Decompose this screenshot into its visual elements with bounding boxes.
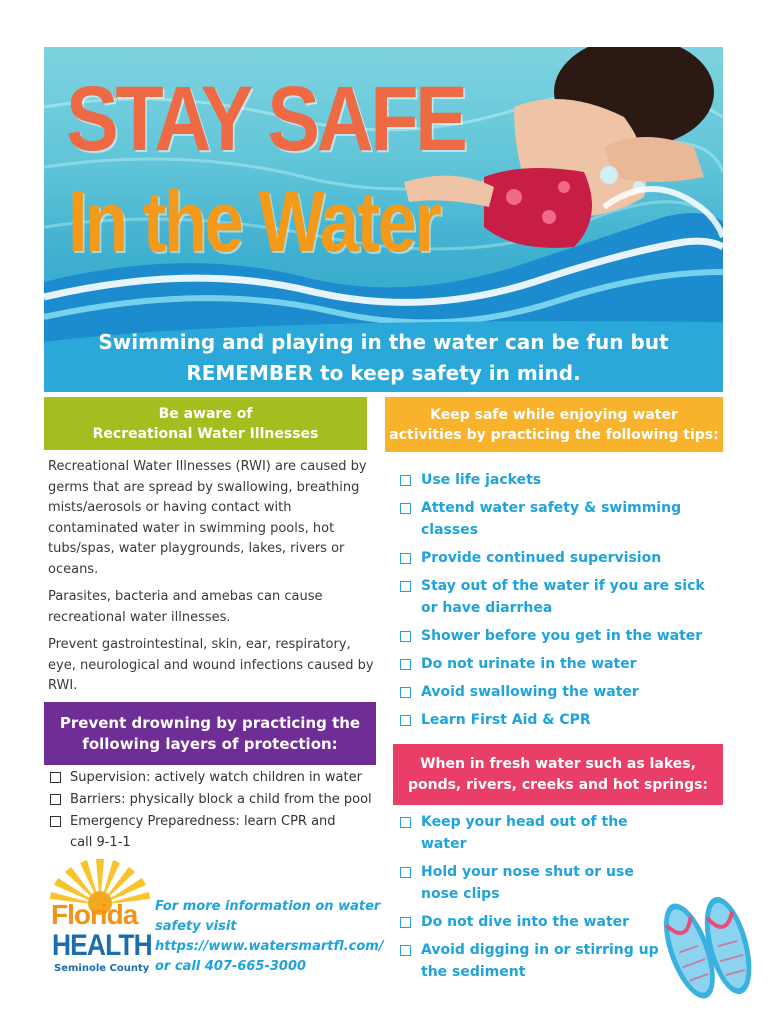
layer-text: Emergency Preparedness: learn CPR and call 9-1-1 (70, 814, 336, 850)
tips-list (400, 469, 723, 737)
tips-header-line-2: activities by practicing the following tips: (389, 426, 719, 443)
logo-health-text: HEALTH (52, 929, 152, 962)
fresh-water-list (400, 811, 675, 989)
rwi-paragraph: Prevent gastrointestinal, skin, ear, respiratory, eye, neurological and wound infections caused by RWI. (48, 637, 374, 693)
checkbox-icon (400, 715, 411, 726)
phone-text: or call 407-665-3000 (155, 959, 307, 974)
layer-list-item (50, 789, 380, 810)
protection-layers-list (50, 767, 380, 854)
drowning-header (44, 702, 376, 765)
fresh-text: Hold your nose shut or use nose clips (421, 864, 634, 902)
fresh-list-item (400, 911, 675, 933)
tip-text: Avoid swallowing the water (421, 684, 639, 700)
checkbox-icon (400, 917, 411, 928)
fresh-list-item (400, 939, 675, 983)
tip-text: Provide continued supervision (421, 550, 662, 566)
hero-title: STAY SAFE (66, 68, 465, 170)
tips-header-line-1: Keep safe while enjoying water (430, 406, 678, 423)
rwi-paragraph: Parasites, bacteria and amebas can cause recreational water illnesses. (48, 589, 323, 625)
tip-text: Do not urinate in the water (421, 656, 637, 672)
tip-text: Stay out of the water if you are sick or have diarrhea (421, 578, 705, 616)
tips-list-item (400, 653, 723, 675)
hero-banner (44, 47, 723, 392)
tips-list-item (400, 709, 723, 731)
checkbox-icon (400, 553, 411, 564)
checkbox-icon (400, 503, 411, 514)
checkbox-icon (50, 772, 61, 783)
tip-text: Learn First Aid & CPR (421, 712, 591, 728)
tagline-line-1: Swimming and playing in the water can be fun but (98, 330, 669, 354)
rwi-body (48, 457, 376, 704)
rwi-header-line-1: Be aware of (158, 405, 253, 422)
checkbox-icon (400, 817, 411, 828)
rwi-header (44, 397, 367, 450)
hero-tagline (44, 327, 723, 389)
tips-list-item (400, 681, 723, 703)
fresh-water-header (393, 744, 723, 805)
tips-list-item (400, 625, 723, 647)
logo-county-text: Seminole County (54, 963, 150, 974)
rwi-paragraph: Recreational Water Illnesses (RWI) are caused by germs that are spread by swallowing, breathing mists/aerosols or having contact with contaminated water in swimming pools, hot tubs/spas, water playgrounds, lakes, rivers or oceans. (48, 459, 367, 577)
checkbox-icon (400, 581, 411, 592)
website-link[interactable]: https://www.watersmartfl.com/ (155, 939, 384, 954)
checkbox-icon (50, 816, 61, 827)
fresh-text: Avoid digging in or stirring up the sediment (421, 942, 659, 980)
tip-text: Attend water safety & swimming classes (421, 500, 682, 538)
tip-text: Use life jackets (421, 472, 542, 488)
tips-list-item (400, 547, 723, 569)
checkbox-icon (50, 794, 61, 805)
flip-flops-icon (660, 885, 760, 1005)
checkbox-icon (400, 659, 411, 670)
layer-list-item (50, 811, 380, 853)
checkbox-icon (400, 867, 411, 878)
rwi-header-line-2: Recreational Water Illnesses (92, 425, 319, 442)
fresh-header-line-2: ponds, rivers, creeks and hot springs: (407, 776, 709, 793)
tips-list-item (400, 575, 723, 619)
drowning-header-line-2: following layers of protection: (82, 734, 338, 753)
checkbox-icon (400, 475, 411, 486)
fresh-list-item (400, 811, 675, 855)
fresh-text: Do not dive into the water (421, 914, 630, 930)
layer-text: Barriers: physically block a child from the pool (70, 792, 372, 807)
tips-list-item (400, 469, 723, 491)
hero-subtitle: In the Water (68, 174, 440, 270)
checkbox-icon (400, 945, 411, 956)
checkbox-icon (400, 687, 411, 698)
tip-text: Shower before you get in the water (421, 628, 703, 644)
tips-list-item (400, 497, 723, 541)
more-info (155, 897, 385, 977)
logo-florida-text: Florida (51, 899, 138, 930)
more-info-text: For more information on water safety visit (155, 899, 381, 934)
layer-text: Supervision: actively watch children in water (70, 770, 362, 785)
checkbox-icon (400, 631, 411, 642)
fresh-text: Keep your head out of the water (421, 814, 628, 852)
fresh-list-item (400, 861, 675, 905)
layer-list-item (50, 767, 380, 788)
florida-health-logo (50, 857, 150, 980)
drowning-header-line-1: Prevent drowning by practicing the (59, 713, 361, 732)
fresh-header-line-1: When in fresh water such as lakes, (420, 755, 696, 772)
tips-header (385, 397, 723, 452)
tagline-line-2: REMEMBER to keep safety in mind. (186, 361, 581, 385)
